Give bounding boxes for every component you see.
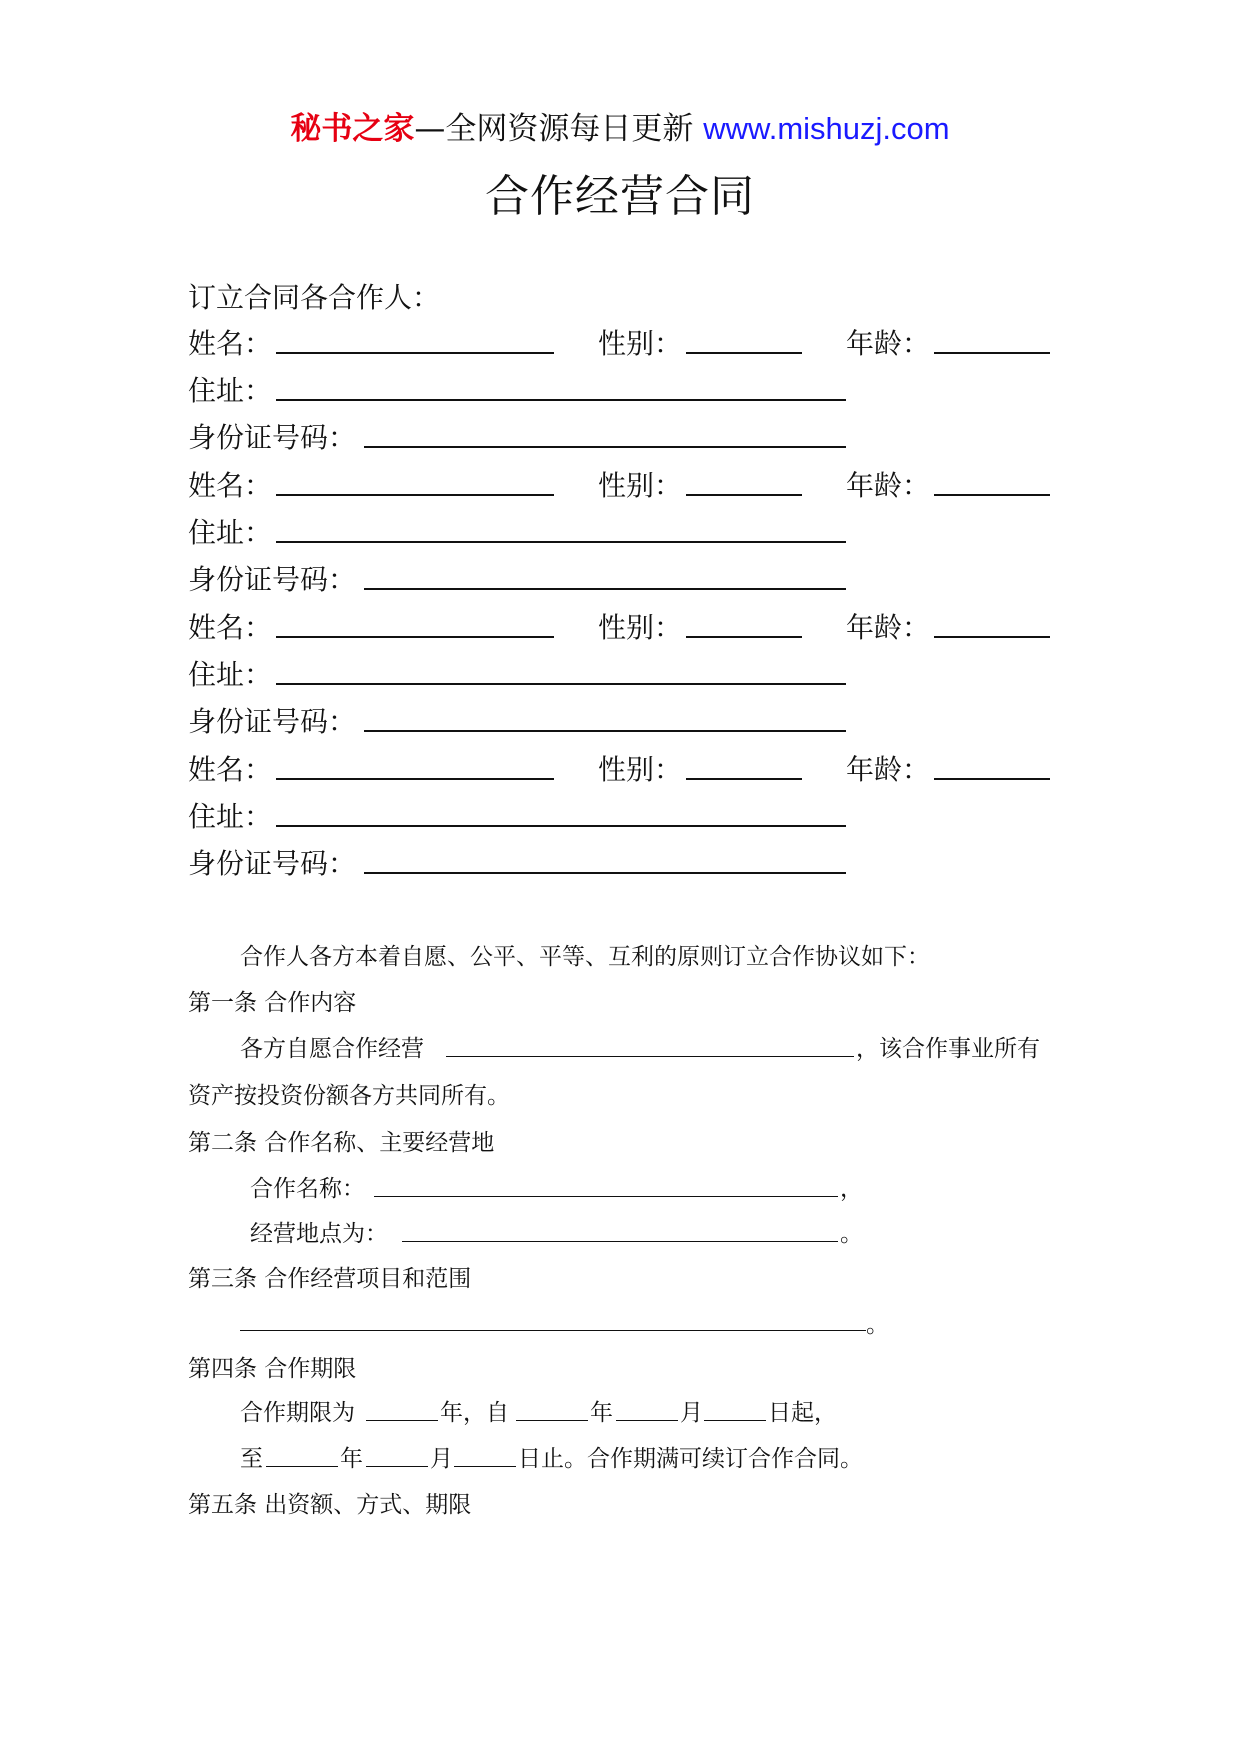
term-text-g: 年: [340, 1446, 363, 1472]
id-blank[interactable]: [364, 730, 846, 732]
gender-label: 性别：: [598, 327, 683, 360]
scope-end-punct: 。: [866, 1312, 889, 1338]
address-label: 住址：: [188, 516, 273, 549]
name-label: 姓名：: [188, 327, 273, 360]
address-blank[interactable]: [276, 683, 846, 685]
name-label: 姓名：: [188, 611, 273, 644]
term-text-a: 合作期限为: [240, 1400, 355, 1426]
header-slogan: —全网资源每日更新: [414, 111, 704, 147]
gender-blank[interactable]: [686, 778, 802, 780]
business-blank[interactable]: [446, 1056, 854, 1057]
article-4-heading: 第四条 合作期限: [188, 1356, 357, 1382]
art1-text-c: 资产按投资份额各方共同所有。: [188, 1083, 510, 1109]
preamble: 合作人各方本着自愿、公平、平等、互利的原则订立合作协议如下：: [240, 944, 930, 970]
gender-blank[interactable]: [686, 352, 802, 354]
term-text-c: 年: [590, 1400, 613, 1426]
end-year-blank[interactable]: [266, 1466, 338, 1467]
article-2-heading: 第二条 合作名称、主要经营地: [188, 1130, 495, 1156]
art1-text-b: ，该合作事业所有: [856, 1036, 1040, 1062]
address-label: 住址：: [188, 374, 273, 407]
name-blank[interactable]: [276, 636, 554, 638]
name-end-punct: ，: [840, 1176, 863, 1202]
end-day-blank[interactable]: [454, 1466, 516, 1467]
id-blank[interactable]: [364, 446, 846, 448]
site-url[interactable]: www.mishuzj.com: [703, 111, 950, 146]
term-text-e: 日起，: [768, 1400, 837, 1426]
term-text-b: 年，自: [440, 1400, 509, 1426]
end-month-blank[interactable]: [366, 1466, 428, 1467]
id-blank[interactable]: [364, 872, 846, 874]
name-label: 姓名：: [188, 469, 273, 502]
business-place-label: 经营地点为：: [250, 1221, 388, 1247]
id-label: 身份证号码：: [188, 421, 357, 454]
address-label: 住址：: [188, 658, 273, 691]
address-blank[interactable]: [276, 825, 846, 827]
start-day-blank[interactable]: [704, 1420, 766, 1421]
address-blank[interactable]: [276, 541, 846, 543]
age-label: 年龄：: [846, 753, 931, 786]
document-title: 合作经营合同: [485, 171, 755, 222]
gender-blank[interactable]: [686, 636, 802, 638]
brand-name: 秘书之家: [290, 111, 415, 147]
gender-label: 性别：: [598, 753, 683, 786]
id-label: 身份证号码：: [188, 563, 357, 596]
address-label: 住址：: [188, 800, 273, 833]
term-text-f: 至: [240, 1446, 263, 1472]
term-years-blank[interactable]: [366, 1420, 438, 1421]
age-blank[interactable]: [934, 494, 1050, 496]
id-label: 身份证号码：: [188, 847, 357, 880]
name-blank[interactable]: [276, 352, 554, 354]
gender-label: 性别：: [598, 469, 683, 502]
age-label: 年龄：: [846, 611, 931, 644]
article-5-heading: 第五条 出资额、方式、期限: [188, 1492, 472, 1518]
partnership-name-blank[interactable]: [374, 1196, 838, 1197]
id-blank[interactable]: [364, 588, 846, 590]
place-end-punct: 。: [840, 1221, 863, 1247]
art1-text-a: 各方自愿合作经营: [240, 1036, 424, 1062]
partners-intro: 订立合同各合作人：: [188, 281, 441, 314]
age-label: 年龄：: [846, 327, 931, 360]
term-text-h: 月: [430, 1446, 453, 1472]
start-year-blank[interactable]: [516, 1420, 588, 1421]
partnership-name-label: 合作名称：: [250, 1176, 365, 1202]
age-blank[interactable]: [934, 778, 1050, 780]
name-blank[interactable]: [276, 494, 554, 496]
article-3-heading: 第三条 合作经营项目和范围: [188, 1266, 472, 1292]
age-label: 年龄：: [846, 469, 931, 502]
business-scope-blank[interactable]: [240, 1330, 866, 1331]
name-label: 姓名：: [188, 753, 273, 786]
term-text-i: 日止。合作期满可续订合作合同。: [518, 1446, 863, 1472]
business-place-blank[interactable]: [402, 1241, 838, 1242]
article-1-heading: 第一条 合作内容: [188, 990, 357, 1016]
start-month-blank[interactable]: [616, 1420, 678, 1421]
id-label: 身份证号码：: [188, 705, 357, 738]
gender-label: 性别：: [598, 611, 683, 644]
name-blank[interactable]: [276, 778, 554, 780]
age-blank[interactable]: [934, 352, 1050, 354]
term-text-d: 月: [680, 1400, 703, 1426]
address-blank[interactable]: [276, 399, 846, 401]
gender-blank[interactable]: [686, 494, 802, 496]
age-blank[interactable]: [934, 636, 1050, 638]
site-header: [0, 103, 1240, 148]
